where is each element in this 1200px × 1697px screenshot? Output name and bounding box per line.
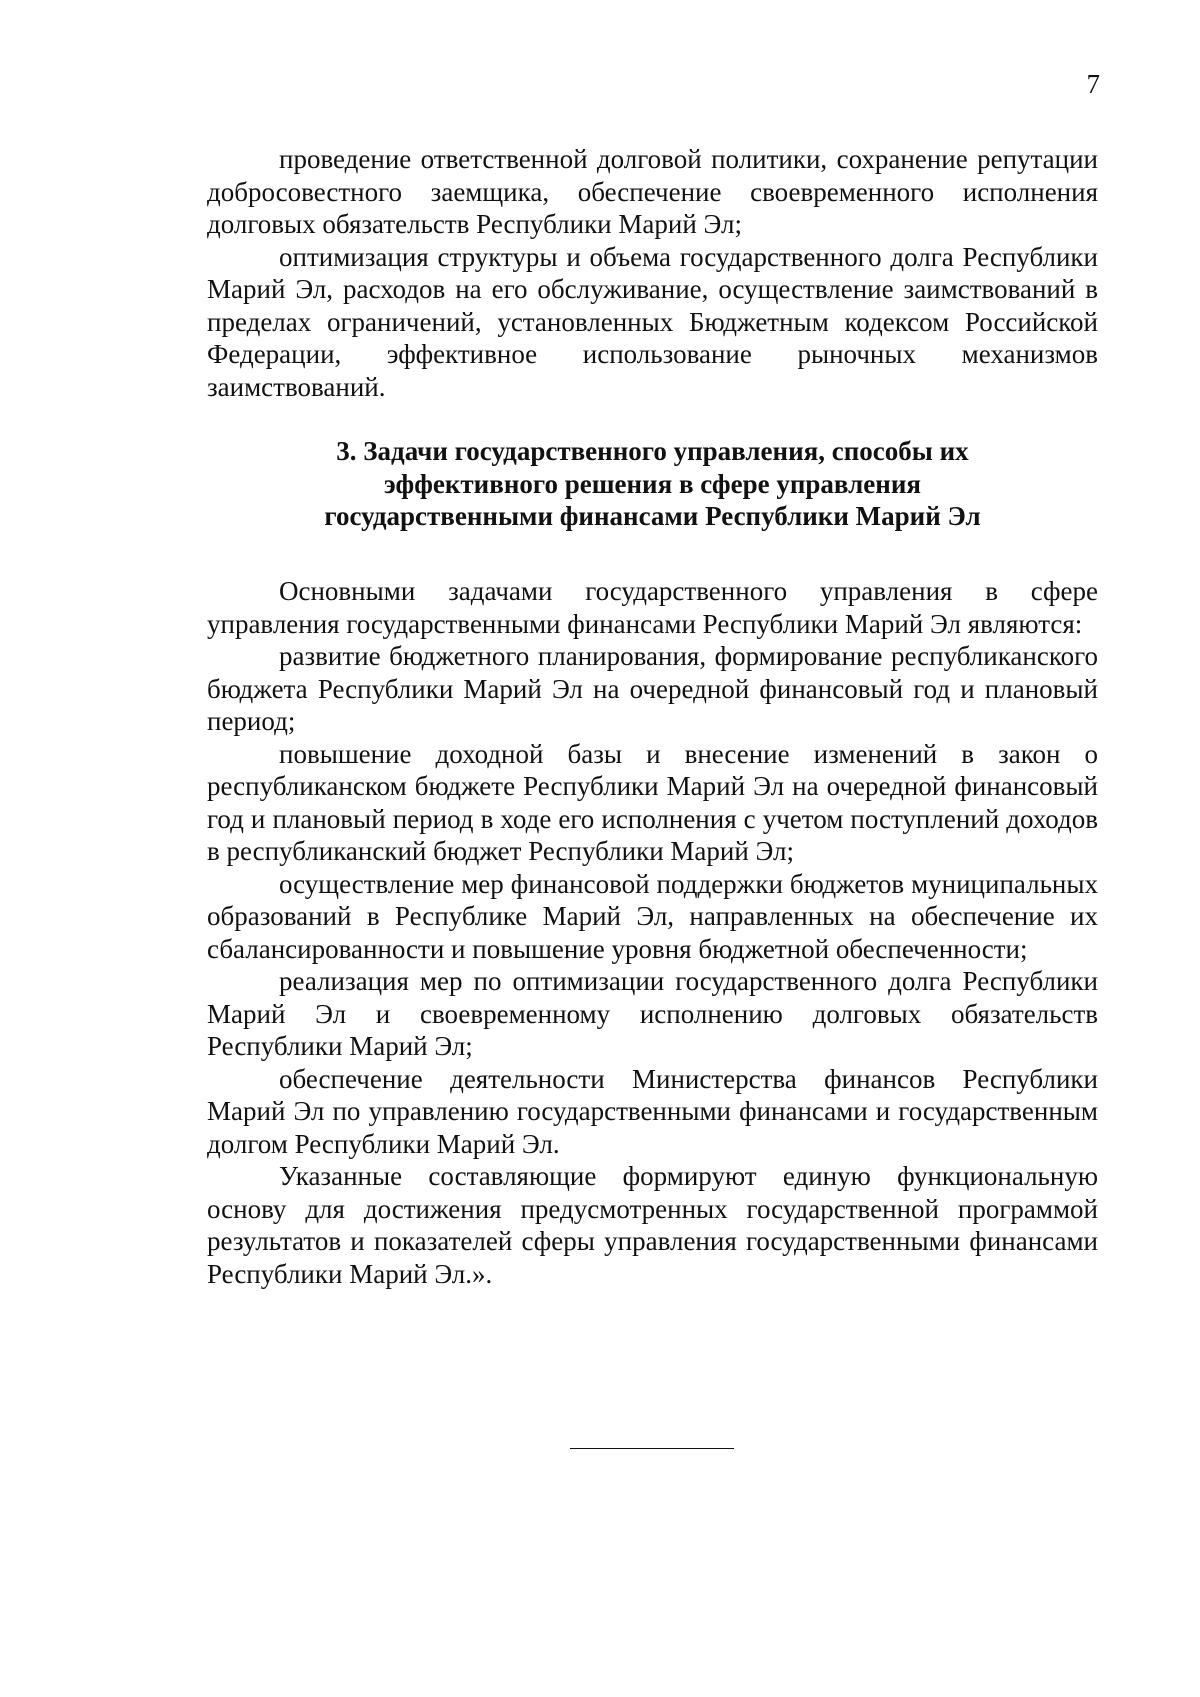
section-heading-line: государственными финансами Республики Марий Эл xyxy=(324,501,981,531)
paragraph: обеспечение деятельности Министерства финансов Республики Марий Эл по управлению государственными финансами и государственным долгом Республики Марий Эл. xyxy=(207,1063,1098,1159)
section-heading-line: 3. Задачи государственного управления, способы их xyxy=(336,436,969,466)
section-heading-line: эффективного решения в сфере управления xyxy=(384,468,921,499)
paragraph: оптимизация структуры и объема государственного долга Республики Марий Эл, расходов на его обслуживание, осуществление заимствований в пределах ограничений, установленных Бюджетным кодексом Российской Федерации, эффективное использование рыночных механизмов заимствований. xyxy=(207,241,1098,402)
paragraph: Указанные составляющие формируют единую функциональную основу для достижения предусмотренных государственной программой результатов и показателей сферы управления государственными финансами Республики Марий Эл.». xyxy=(207,1161,1098,1289)
paragraph: повышение доходной базы и внесение изменений в закон о республиканском бюджете Республики Марий Эл на очередной финансовый год и плановый период в ходе его исполнения с учетом поступлений доходов в республиканский бюджет Республики Марий Эл; xyxy=(207,738,1098,866)
end-of-text-rule xyxy=(570,1448,734,1449)
section-heading xyxy=(207,435,1098,533)
paragraph: осуществление мер финансовой поддержки бюджетов муниципальных образований в Республике Марий Эл, направленных на обеспечение их сбалансированности и повышение уровня бюджетной обеспеченности; xyxy=(207,868,1098,964)
paragraph: реализация мер по оптимизации государственного долга Республики Марий Эл и своевременному исполнению долговых обязательств Республики Марий Эл; xyxy=(207,966,1098,1061)
paragraph: Основными задачами государственного управления в сфере управления государственными финансами Республики Марий Эл являются: xyxy=(207,576,1098,639)
page-number: 7 xyxy=(1086,69,1100,99)
section-body xyxy=(207,575,1098,1290)
paragraph: развитие бюджетного планирования, формирование республиканского бюджета Республики Марий Эл на очередной финансовый год и плановый период; xyxy=(207,641,1098,736)
intro-text-block xyxy=(207,143,1098,403)
paragraph: проведение ответственной долговой политики, сохранение репутации добросовестного заемщика, обеспечение своевременного исполнения долговых обязательств Республики Марий Эл; xyxy=(207,144,1098,239)
